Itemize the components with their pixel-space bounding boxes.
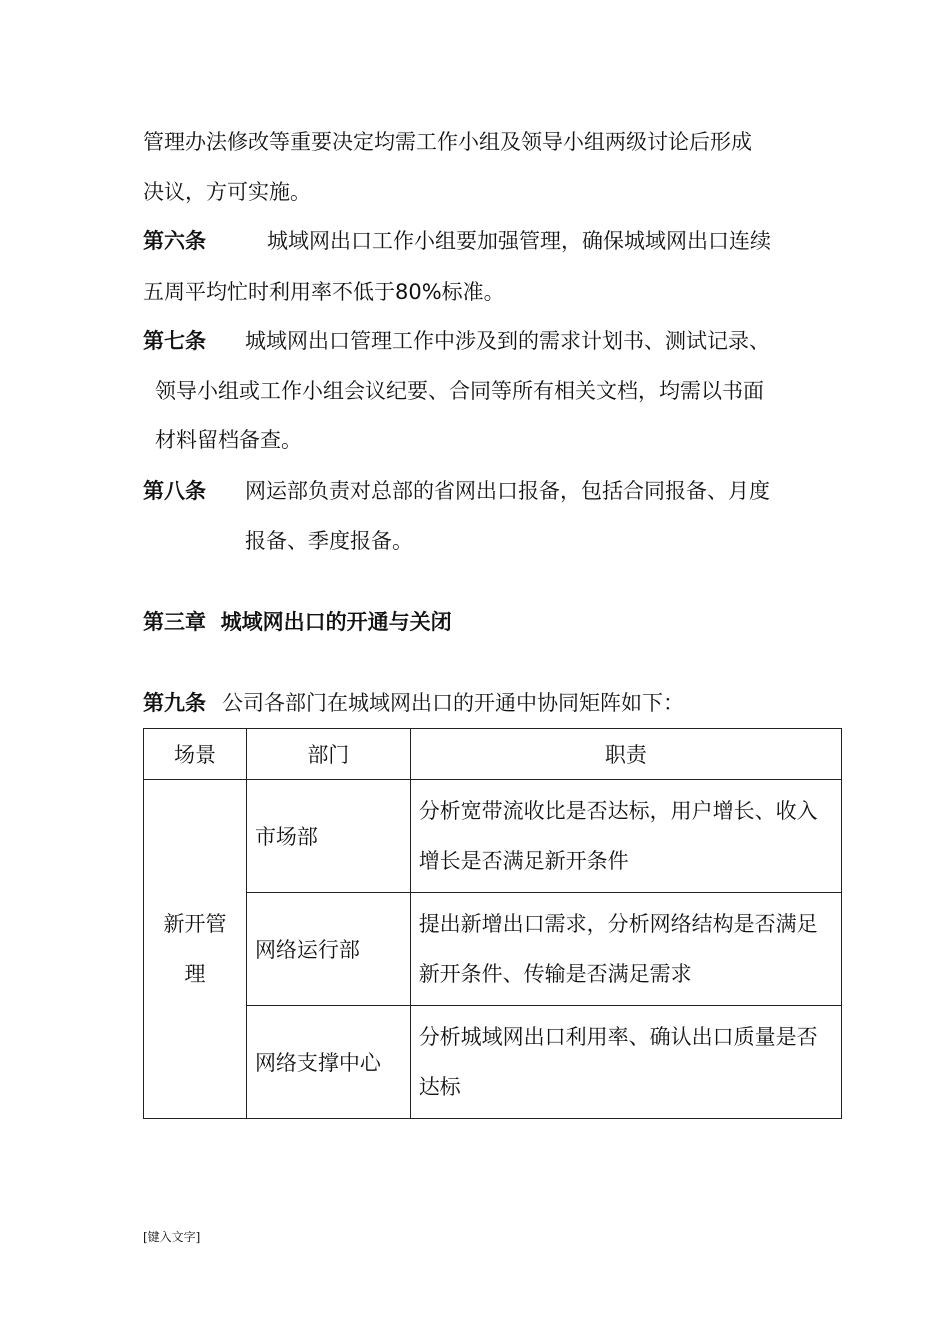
responsibility-cell: 分析城域网出口利用率、确认出口质量是否达标 bbox=[410, 1006, 841, 1119]
chapter-heading: 第三章 城域网出口的开通与关闭 bbox=[143, 610, 452, 634]
article-7-label: 第七条 bbox=[143, 329, 206, 353]
table-header-cell: 部门 bbox=[246, 729, 410, 780]
footer-placeholder: [键入文字] bbox=[143, 1230, 201, 1244]
paragraph-line: 管理办法修改等重要决定均需工作小组及领导小组两级讨论后形成 bbox=[143, 130, 752, 154]
article-8-text: 网运部负责对总部的省网出口报备，包括合同报备、月度 bbox=[245, 479, 770, 503]
responsibility-cell: 提出新增出口需求，分析网络结构是否满足新开条件、传输是否满足需求 bbox=[410, 893, 841, 1006]
article-9-text: 公司各部门在城域网出口的开通中协同矩阵如下： bbox=[222, 691, 684, 715]
table-header-cell: 场景 bbox=[144, 729, 247, 780]
collaboration-matrix-table bbox=[143, 728, 842, 1119]
department-cell: 市场部 bbox=[246, 780, 410, 893]
scene-label: 新开管理 bbox=[163, 912, 227, 986]
article-7-text: 材料留档备查。 bbox=[155, 428, 302, 452]
article-7-text: 领导小组或工作小组会议纪要、合同等所有相关文档，均需以书面 bbox=[155, 379, 764, 403]
department-cell: 网络运行部 bbox=[246, 893, 410, 1006]
table-row bbox=[144, 1006, 842, 1119]
paragraph-line: 决议，方可实施。 bbox=[143, 180, 311, 204]
responsibility-cell: 分析宽带流收比是否达标，用户增长、收入增长是否满足新开条件 bbox=[410, 780, 841, 893]
department-cell: 网络支撑中心 bbox=[246, 1006, 410, 1119]
article-6-label: 第六条 bbox=[143, 229, 206, 253]
article-6-text: 城域网出口工作小组要加强管理，确保城域网出口连续 bbox=[267, 229, 771, 253]
table-row bbox=[144, 893, 842, 1006]
table-header-cell: 职责 bbox=[410, 729, 841, 780]
article-8-text: 报备、季度报备。 bbox=[245, 529, 413, 553]
table-row bbox=[144, 780, 842, 893]
table-header-row bbox=[144, 729, 842, 780]
article-8-label: 第八条 bbox=[143, 479, 206, 503]
article-7-text: 城域网出口管理工作中涉及到的需求计划书、测试记录、 bbox=[245, 329, 770, 353]
article-6-text: 五周平均忙时利用率不低于80%标准。 bbox=[143, 280, 505, 304]
scene-cell bbox=[144, 780, 247, 1119]
article-9-label: 第九条 bbox=[143, 691, 206, 715]
